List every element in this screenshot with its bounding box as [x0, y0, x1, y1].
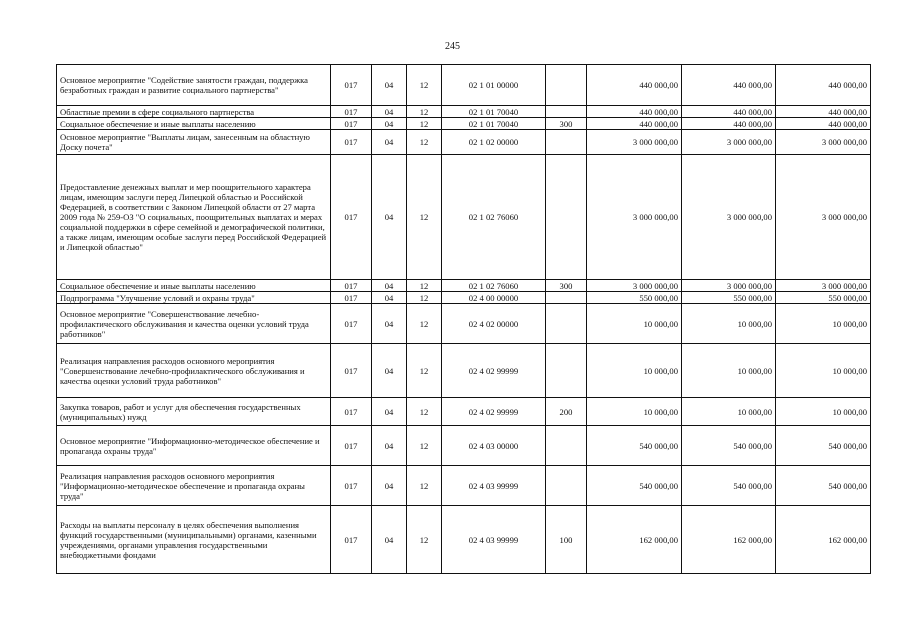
row-sum-3: 10 000,00 — [776, 344, 871, 398]
row-sum-2: 3 000 000,00 — [682, 130, 776, 155]
row-admin-code: 017 — [331, 280, 372, 292]
row-expense-type — [546, 130, 587, 155]
row-admin-code: 017 — [331, 398, 372, 426]
row-target-article: 02 1 02 00000 — [442, 130, 546, 155]
row-sum-2: 3 000 000,00 — [682, 280, 776, 292]
row-admin-code: 017 — [331, 118, 372, 130]
row-sum-1: 540 000,00 — [587, 466, 682, 506]
row-section: 04 — [372, 506, 407, 574]
row-sum-3: 3 000 000,00 — [776, 155, 871, 280]
row-sum-1: 550 000,00 — [587, 292, 682, 304]
row-admin-code: 017 — [331, 65, 372, 106]
table-row — [57, 106, 871, 118]
row-section: 04 — [372, 466, 407, 506]
table-row — [57, 426, 871, 466]
row-name: Основное мероприятие "Информационно-методическое обеспечение и пропаганда охраны труда" — [57, 426, 331, 466]
row-name: Социальное обеспечение и иные выплаты населению — [57, 280, 331, 292]
row-name: Реализация направления расходов основного мероприятия "Совершенствование лечебно-профилактического обслуживания и качества оценки условий труда работников" — [57, 344, 331, 398]
row-sum-3: 10 000,00 — [776, 398, 871, 426]
row-section: 04 — [372, 118, 407, 130]
row-sum-3: 3 000 000,00 — [776, 280, 871, 292]
row-sum-3: 440 000,00 — [776, 65, 871, 106]
row-admin-code: 017 — [331, 426, 372, 466]
row-sum-1: 162 000,00 — [587, 506, 682, 574]
table-row — [57, 292, 871, 304]
row-sum-1: 540 000,00 — [587, 426, 682, 466]
row-target-article: 02 1 01 70040 — [442, 106, 546, 118]
row-section: 04 — [372, 304, 407, 344]
budget-table — [56, 64, 871, 574]
row-sum-1: 10 000,00 — [587, 398, 682, 426]
row-expense-type: 300 — [546, 280, 587, 292]
row-sum-3: 3 000 000,00 — [776, 130, 871, 155]
row-expense-type — [546, 292, 587, 304]
row-target-article: 02 1 02 76060 — [442, 155, 546, 280]
row-name: Основное мероприятие "Совершенствование лечебно-профилактического обслуживания и качества оценки условий труда работников" — [57, 304, 331, 344]
row-subsection: 12 — [407, 106, 442, 118]
row-name: Предоставление денежных выплат и мер поощрительного характера лицам, имеющим заслуги перед Липецкой областью и Российской Федерацией, в соответствии с Законом Липецкой области от 27 марта 2009 года № 259-ОЗ "О социальных, поощрительных выплатах и мерах социальной поддержки в сфере семейной и демографической политики, а также лицам, имеющим особые заслуги перед Российской Федерацией и Липецкой областью" — [57, 155, 331, 280]
row-sum-1: 3 000 000,00 — [587, 130, 682, 155]
row-name: Закупка товаров, работ и услуг для обеспечения государственных (муниципальных) нужд — [57, 398, 331, 426]
row-sum-2: 440 000,00 — [682, 65, 776, 106]
row-admin-code: 017 — [331, 292, 372, 304]
row-sum-1: 440 000,00 — [587, 65, 682, 106]
row-sum-1: 440 000,00 — [587, 118, 682, 130]
table-row — [57, 304, 871, 344]
row-sum-3: 440 000,00 — [776, 106, 871, 118]
row-section: 04 — [372, 344, 407, 398]
row-subsection: 12 — [407, 65, 442, 106]
table-row — [57, 466, 871, 506]
table-row — [57, 65, 871, 106]
row-target-article: 02 4 02 99999 — [442, 344, 546, 398]
table-row — [57, 344, 871, 398]
row-admin-code: 017 — [331, 130, 372, 155]
row-expense-type: 300 — [546, 118, 587, 130]
row-admin-code: 017 — [331, 304, 372, 344]
row-expense-type: 100 — [546, 506, 587, 574]
row-target-article: 02 1 01 70040 — [442, 118, 546, 130]
row-section: 04 — [372, 292, 407, 304]
row-section: 04 — [372, 280, 407, 292]
row-expense-type — [546, 304, 587, 344]
row-name: Областные премии в сфере социального партнерства — [57, 106, 331, 118]
row-subsection: 12 — [407, 426, 442, 466]
row-name: Реализация направления расходов основного мероприятия "Информационно-методическое обеспечение и пропаганда охраны труда" — [57, 466, 331, 506]
row-sum-2: 440 000,00 — [682, 106, 776, 118]
row-section: 04 — [372, 130, 407, 155]
row-sum-1: 440 000,00 — [587, 106, 682, 118]
row-expense-type — [546, 344, 587, 398]
row-expense-type — [546, 106, 587, 118]
row-name: Подпрограмма "Улучшение условий и охраны труда" — [57, 292, 331, 304]
row-section: 04 — [372, 65, 407, 106]
row-sum-3: 162 000,00 — [776, 506, 871, 574]
budget-table-body — [57, 65, 871, 574]
row-target-article: 02 4 02 99999 — [442, 398, 546, 426]
row-subsection: 12 — [407, 304, 442, 344]
row-subsection: 12 — [407, 155, 442, 280]
row-admin-code: 017 — [331, 344, 372, 398]
row-sum-1: 3 000 000,00 — [587, 155, 682, 280]
row-section: 04 — [372, 155, 407, 280]
row-subsection: 12 — [407, 398, 442, 426]
page-number: 245 — [445, 41, 460, 52]
row-sum-2: 540 000,00 — [682, 426, 776, 466]
row-sum-2: 10 000,00 — [682, 304, 776, 344]
row-admin-code: 017 — [331, 155, 372, 280]
row-expense-type: 200 — [546, 398, 587, 426]
row-sum-2: 3 000 000,00 — [682, 155, 776, 280]
row-subsection: 12 — [407, 130, 442, 155]
row-sum-3: 10 000,00 — [776, 304, 871, 344]
row-target-article: 02 4 00 00000 — [442, 292, 546, 304]
row-expense-type — [546, 466, 587, 506]
row-sum-2: 10 000,00 — [682, 398, 776, 426]
row-target-article: 02 1 02 76060 — [442, 280, 546, 292]
table-row — [57, 398, 871, 426]
row-target-article: 02 4 02 00000 — [442, 304, 546, 344]
row-subsection: 12 — [407, 118, 442, 130]
row-sum-2: 10 000,00 — [682, 344, 776, 398]
row-sum-2: 540 000,00 — [682, 466, 776, 506]
row-section: 04 — [372, 398, 407, 426]
row-sum-3: 550 000,00 — [776, 292, 871, 304]
row-sum-2: 440 000,00 — [682, 118, 776, 130]
row-name: Основное мероприятие "Содействие занятости граждан, поддержка безработных граждан и развитие социального партнерства" — [57, 65, 331, 106]
row-section: 04 — [372, 426, 407, 466]
row-sum-1: 3 000 000,00 — [587, 280, 682, 292]
row-section: 04 — [372, 106, 407, 118]
row-sum-3: 540 000,00 — [776, 426, 871, 466]
row-target-article: 02 4 03 00000 — [442, 426, 546, 466]
row-sum-2: 550 000,00 — [682, 292, 776, 304]
row-subsection: 12 — [407, 280, 442, 292]
row-subsection: 12 — [407, 344, 442, 398]
row-admin-code: 017 — [331, 506, 372, 574]
row-target-article: 02 4 03 99999 — [442, 466, 546, 506]
table-row — [57, 280, 871, 292]
row-subsection: 12 — [407, 506, 442, 574]
row-name: Расходы на выплаты персоналу в целях обеспечения выполнения функций государственными (муниципальными) органами, казенными учреждениями, органами управления государственными внебюджетными фондами — [57, 506, 331, 574]
row-subsection: 12 — [407, 466, 442, 506]
table-row — [57, 118, 871, 130]
row-sum-3: 440 000,00 — [776, 118, 871, 130]
row-sum-1: 10 000,00 — [587, 304, 682, 344]
row-target-article: 02 4 03 99999 — [442, 506, 546, 574]
row-subsection: 12 — [407, 292, 442, 304]
row-target-article: 02 1 01 00000 — [442, 65, 546, 106]
row-admin-code: 017 — [331, 466, 372, 506]
row-sum-3: 540 000,00 — [776, 466, 871, 506]
row-expense-type — [546, 155, 587, 280]
row-name: Социальное обеспечение и иные выплаты населению — [57, 118, 331, 130]
row-sum-1: 10 000,00 — [587, 344, 682, 398]
table-row — [57, 130, 871, 155]
table-row — [57, 155, 871, 280]
row-name: Основное мероприятие "Выплаты лицам, занесенным на областную Доску почета" — [57, 130, 331, 155]
row-admin-code: 017 — [331, 106, 372, 118]
table-row — [57, 506, 871, 574]
row-sum-2: 162 000,00 — [682, 506, 776, 574]
row-expense-type — [546, 65, 587, 106]
row-expense-type — [546, 426, 587, 466]
